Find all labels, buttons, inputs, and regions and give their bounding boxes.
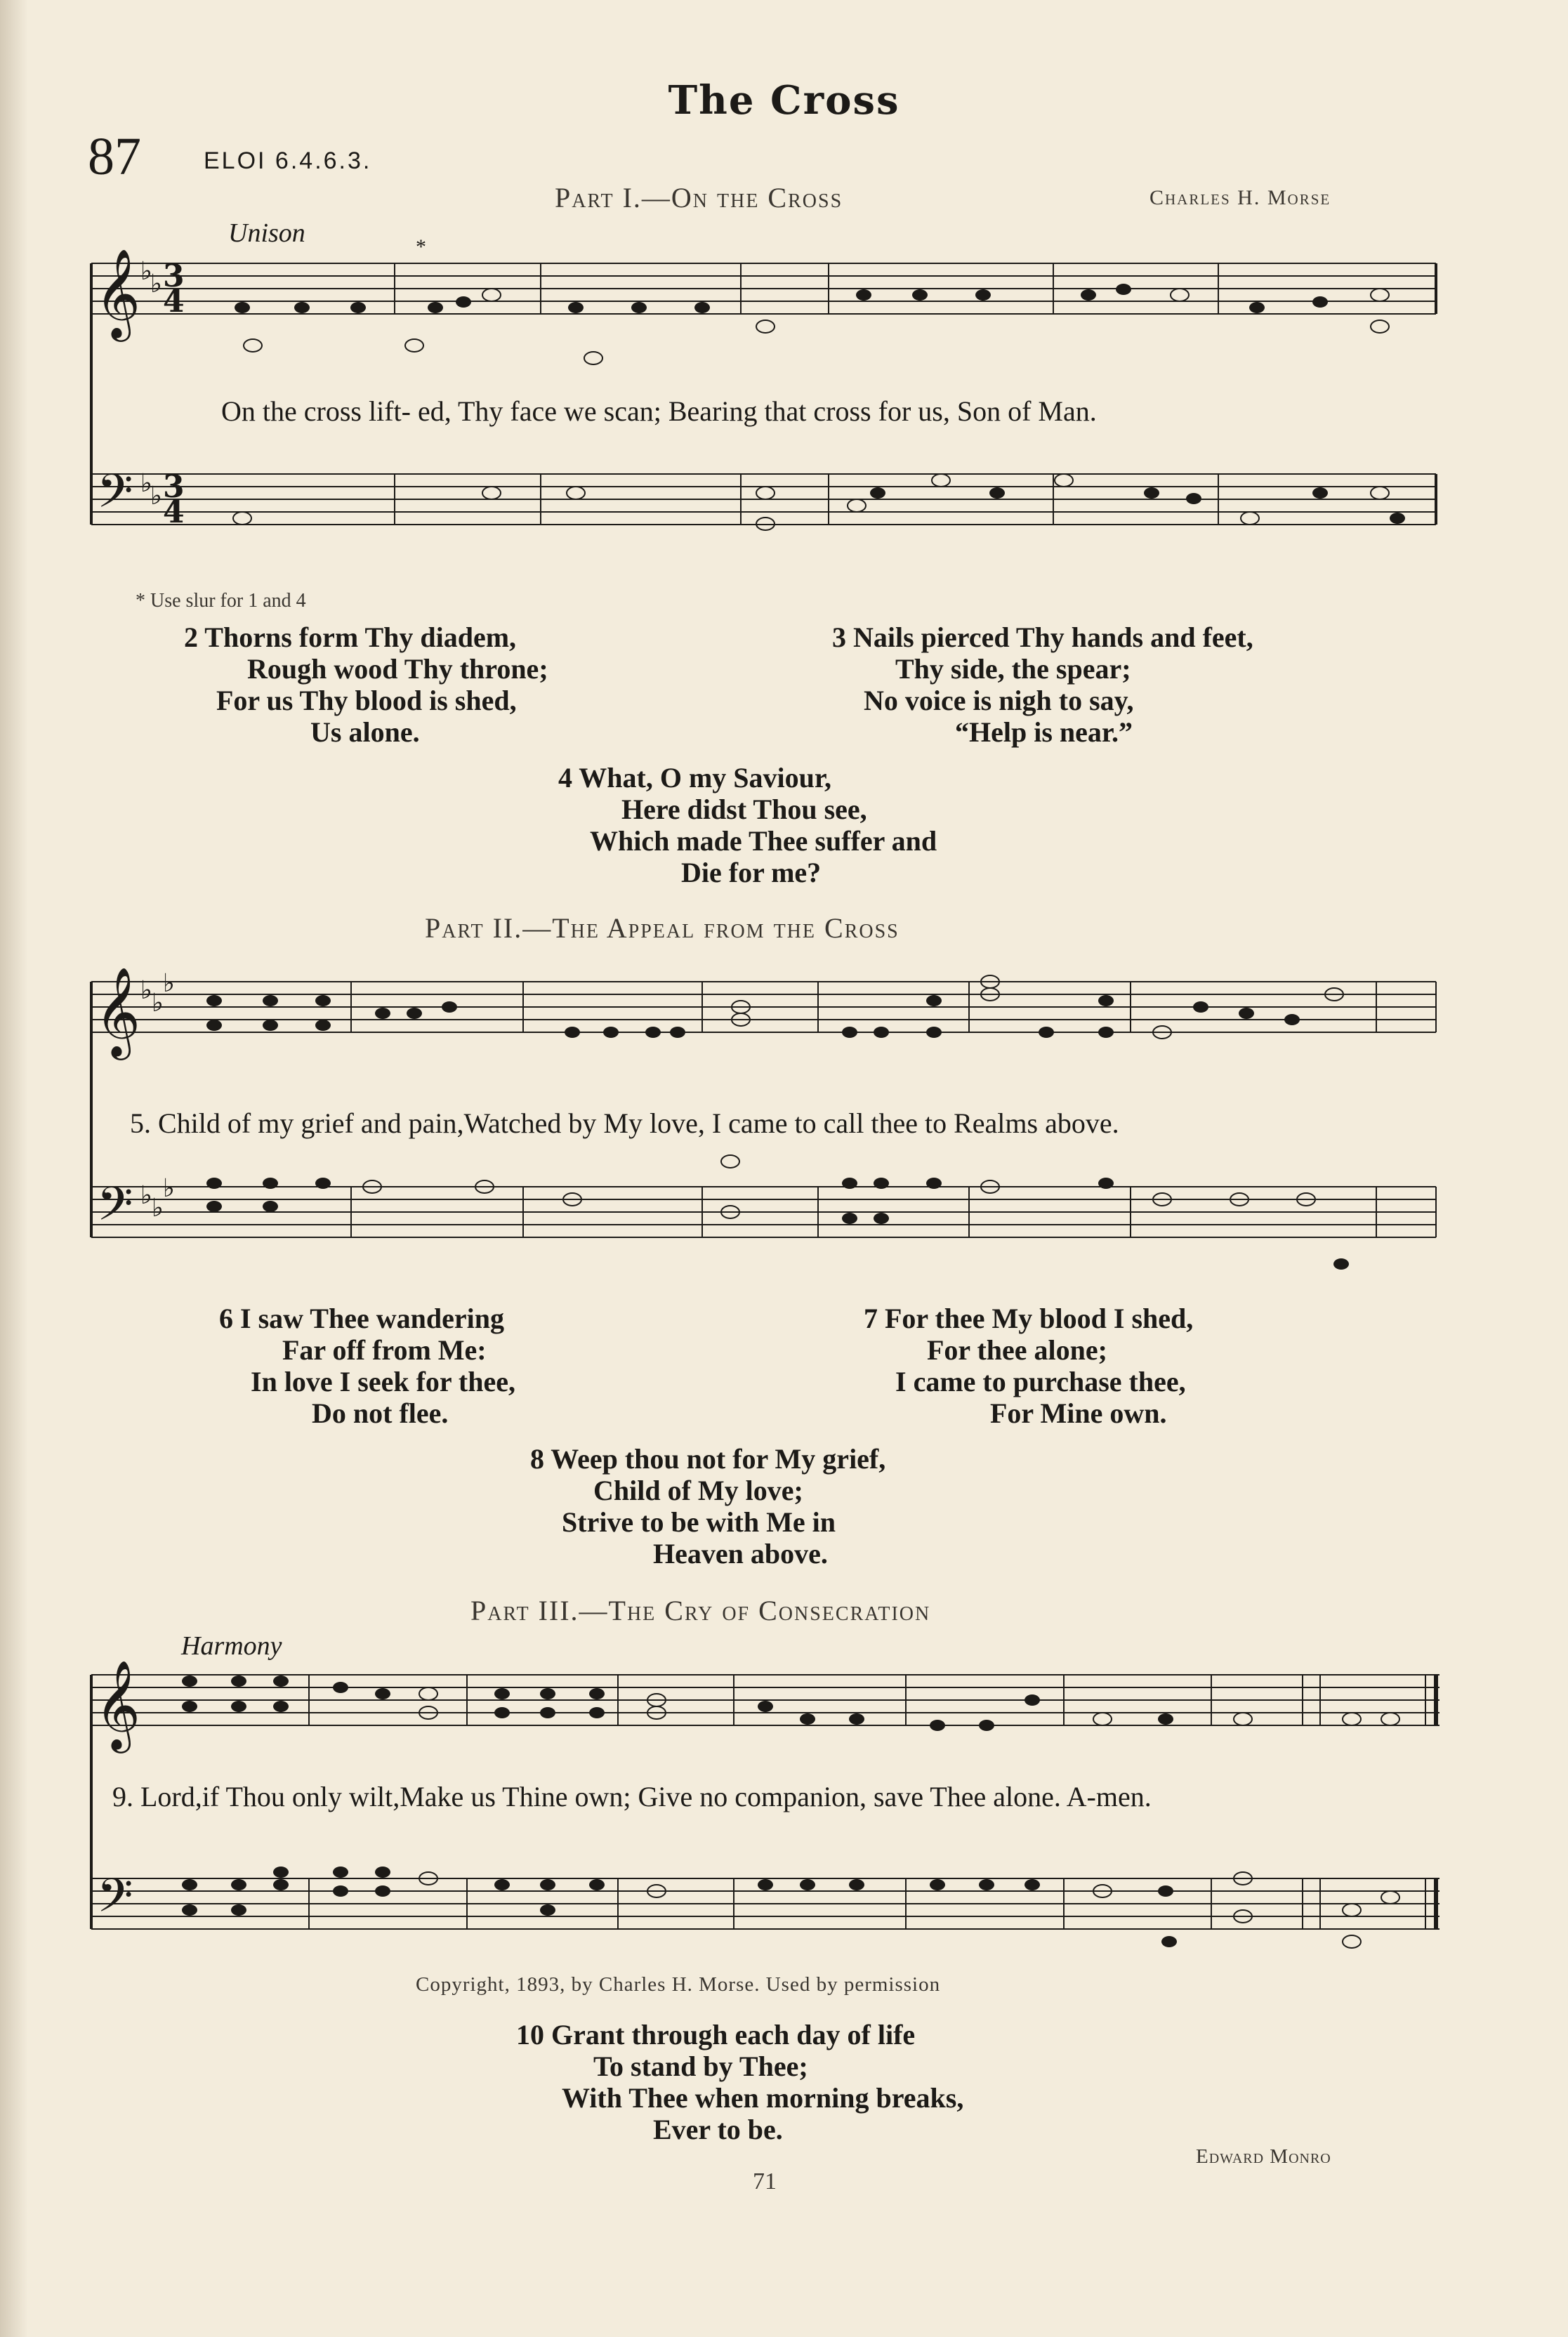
stanza-line: Strive to be with Me in (562, 1506, 836, 1538)
stanza-line: 8 Weep thou not for My grief, (530, 1443, 886, 1475)
stanza-line: Which made Thee suffer and (590, 825, 937, 857)
svg-text:4: 4 (163, 284, 185, 320)
hymn-title: The Cross (668, 77, 900, 124)
stanza-line: For Mine own. (990, 1397, 1167, 1429)
stanza-line: Thy side, the spear; (895, 653, 1131, 685)
svg-text:♭: ♭ (152, 989, 164, 1018)
part3-lyric-line: 9. Lord,if Thou only wilt,Make us Thine own; Give no companion, save Thee alone. A-men. (112, 1781, 1152, 1812)
copyright-note: Copyright, 1893, by Charles H. Morse. Used by permission (416, 1973, 941, 1996)
stanza-line: Die for me? (681, 857, 822, 888)
stanza-line: For us Thy blood is shed, (216, 685, 517, 716)
part2-heading: Part II.—The Appeal from the Cross (425, 912, 900, 944)
svg-text:3: 3 (163, 469, 185, 505)
slur-asterisk: * (416, 235, 426, 258)
stanza-line: 6 I saw Thee wandering (219, 1303, 504, 1334)
stanza-line: For thee alone; (927, 1334, 1107, 1366)
stanza-line: 10 Grant through each day of life (516, 2019, 916, 2050)
svg-text:𝄞: 𝄞 (95, 248, 141, 338)
part2-lyric-line: 5. Child of my grief and pain,Watched by My love, I came to call thee to Realms above. (130, 1107, 1119, 1139)
stanza-line: Rough wood Thy throne; (247, 653, 548, 685)
part3-heading: Part III.—The Cry of Consecration (470, 1595, 931, 1626)
author-credit: Edward Monro (1196, 2145, 1331, 2168)
stanza-line: With Thee when morning breaks, (562, 2082, 964, 2114)
svg-text:♭: ♭ (150, 482, 162, 511)
part1-direction: Unison (228, 218, 305, 248)
stanza-line: In love I seek for thee, (251, 1366, 515, 1397)
part1-lyric-line: On the cross lift- ed, Thy face we scan; Bearing that cross for us, Son of Man. (221, 395, 1097, 427)
stanza-line: 4 What, O my Saviour, (558, 762, 831, 794)
stanza-line: Far off from Me: (282, 1334, 487, 1366)
stanza-line: Here didst Thou see, (621, 794, 867, 825)
stanza-line: I came to purchase thee, (895, 1366, 1186, 1397)
composer-credit: Charles H. Morse (1149, 186, 1331, 209)
stanza-line: To stand by Thee; (593, 2050, 808, 2082)
svg-text:𝄞: 𝄞 (95, 1659, 141, 1749)
svg-text:𝄢: 𝄢 (97, 1177, 133, 1242)
svg-text:♭: ♭ (140, 976, 152, 1005)
svg-text:4: 4 (163, 494, 185, 530)
stanza-line: 3 Nails pierced Thy hands and feet, (832, 621, 1253, 653)
svg-text:𝄞: 𝄞 (95, 966, 141, 1056)
svg-text:♭: ♭ (163, 1174, 175, 1203)
hymn-number: 87 (88, 127, 141, 186)
svg-text:♭: ♭ (150, 270, 162, 298)
svg-text:3: 3 (163, 258, 185, 294)
stanza-line: 7 For thee My blood I shed, (864, 1303, 1194, 1334)
part1-footnote: * Use slur for 1 and 4 (136, 590, 306, 612)
stanza-line: Do not flee. (312, 1397, 449, 1429)
stanza-line: No voice is nigh to say, (864, 685, 1134, 716)
stanza-line: Ever to be. (653, 2114, 783, 2145)
stanza-line: Child of My love; (593, 1475, 803, 1506)
stanza-line: Us alone. (310, 716, 420, 748)
svg-text:♭: ♭ (140, 1181, 152, 1210)
part1-heading: Part I.—On the Cross (555, 182, 843, 213)
page-number: 71 (753, 2168, 777, 2194)
tune-name: ELOI 6.4.6.3. (204, 147, 372, 174)
stanza-10 (516, 2019, 963, 2145)
svg-text:♭: ♭ (152, 1194, 164, 1223)
stanza-line: 2 Thorns form Thy diadem, (184, 621, 517, 653)
svg-text:♭: ♭ (163, 969, 175, 998)
stanza-line: Heaven above. (653, 1538, 828, 1569)
svg-text:♭: ♭ (140, 469, 152, 498)
svg-text:𝄢: 𝄢 (97, 464, 133, 529)
svg-text:𝄢: 𝄢 (97, 1869, 133, 1934)
svg-text:♭: ♭ (140, 257, 152, 286)
part3-direction: Harmony (181, 1631, 282, 1661)
stanza-line: “Help is near.” (955, 716, 1133, 748)
